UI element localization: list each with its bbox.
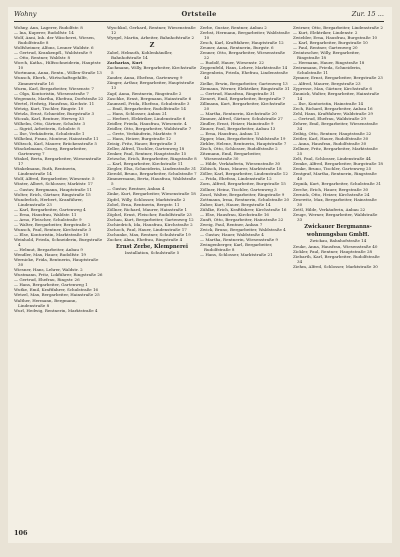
- directory-entry: — Frida, Ehefrau, Lindenstraße 12: [200, 176, 272, 182]
- directory-entry: Zenker, Paul, Rentner, Hauptstraße 15: [107, 151, 187, 157]
- directory-entry: Winkelmann, Ruth, Rentnerin, Lindenstraße 14: [14, 166, 77, 177]
- advert-subline: Zwickau, Bahnhofstraße 14: [309, 237, 367, 243]
- directory-entry: Wolter, Erich, Gärtner, Ringstraße 15: [14, 191, 91, 197]
- directory-entry: Zwirner, Otto, Bergarbeiter, Lindenstraße 2: [293, 25, 383, 30]
- directory-columns: [14, 25, 384, 525]
- directory-entry: — Sigrid, Arbeiterin, Schulstr. 8: [14, 125, 80, 131]
- column-4: [293, 25, 383, 525]
- directory-entry: Zeitler, Karl, Hauer, Rudolfstraße 30: [293, 136, 369, 142]
- column-1: [14, 25, 104, 525]
- directory-entry: Wustmann, Fritz, Lokführer, Ringstraße 26: [14, 272, 103, 278]
- directory-entry: Zemke, Alfred, Bergarbeiter, Burgstraße 18: [293, 161, 383, 167]
- directory-entry: Weinhold, Frieda, Schneiderin, Burgstraße 4: [14, 236, 103, 248]
- directory-entry: Zachmann, Willy, Bergarbeiter, Kirchstraße 5: [107, 65, 197, 76]
- directory-entry: Zeisig, Fritz, Hauer, Bergstraße 3: [107, 140, 177, 146]
- directory-entry: — Herbert, Elektriker, Lindenstraße 6: [107, 115, 186, 121]
- directory-entry: — Grete, Verkäuferin, Marktstr. 9: [107, 130, 177, 136]
- directory-entry: Zöbisch, Hans, Maurer, Marktstraße 18: [200, 166, 282, 172]
- directory-entry: Zesch, Karl, Kraftfahrer, Hauptstraße 12: [200, 40, 284, 46]
- section-letter: Z: [149, 41, 155, 50]
- directory-entry: Winkel, Berta, Bergarbeiter, Wiesenstraße 17: [14, 156, 102, 167]
- directory-entry: Walther, Hermann, Bergmann, Lindenstraße 8: [14, 297, 77, 308]
- directory-entry: Wunderlich, Herbert, Kranführer, Lindenstraße 23: [14, 196, 83, 207]
- directory-entry: — Paul, Rentner, Gartenweg 20: [293, 45, 358, 51]
- directory-entry: Zymner, Ernst, Bergarbeiter, Bergstraße 23: [293, 75, 383, 81]
- directory-entry: Wolfsheimer, Alfons, Lenner Waldstr. 6: [14, 45, 94, 51]
- directory-entry: Zerbst, Hermann, Bergarbeiter, Waldstraße 10: [200, 30, 290, 41]
- directory-entry: Zettl, Hilde, Verkäuferin, Anbau 22: [293, 206, 366, 212]
- directory-entry: Zöllner, Richard, Maurer, Hainstraße 1: [107, 206, 188, 212]
- directory-entry: Zelt, Paul, Schlosser, Lindenstraße 44: [293, 156, 371, 162]
- directory-entry: Wolf, Anni, Inh. der Wäscherei, Wiesen, Rudolfstraße 8: [14, 35, 96, 46]
- directory-entry: Zienert, Emil, Bergarbeiter, Bergstraße 7: [200, 95, 286, 101]
- advert-heading: wohnungsbau GmbH.: [306, 231, 370, 238]
- directory-entry: Wetzel, Max, Bergarbeiter, Hainstraße 25: [14, 292, 100, 298]
- directory-entry: — Erna, Hausfrau, Anbau 13: [200, 130, 260, 136]
- directory-entry: — Kurt, Elektriker, Lindenstr. 2: [293, 30, 358, 36]
- directory-entry: Zehrer, Emil, Bergarbeiter, Wiesenstraße 34: [293, 120, 378, 131]
- directory-entry: Zierold, Bruno, Bergarbeiter, Schulstraße 7: [107, 171, 197, 177]
- directory-entry: — Hermann, Hauer, Ringstraße 18: [293, 60, 365, 66]
- column-2: [107, 25, 197, 525]
- directory-entry: — Helmut, Bergarbeiter, Anbau 9: [14, 247, 83, 253]
- directory-entry: Zwingenberger, Karl, Bergarbeiter, Rudolfstraße 8: [200, 242, 273, 253]
- directory-entry: Zernick, Otto, Heizer, Kirchstraße 24: [293, 191, 370, 197]
- directory-entry: — Gertrud, Krankenpfl., Waldstraße 9: [14, 50, 92, 56]
- directory-entry: Wiesner, Hans, Lehrer, Waldstr. 2: [14, 267, 83, 273]
- running-head-center: Ortsteile: [181, 10, 217, 18]
- directory-entry: Worch, Katha., Hilfsschneiderin, Hauptstr. 10: [14, 60, 102, 71]
- directory-entry: Zeuner, Anna, Rentnerin, Burgstr. 6: [200, 45, 274, 51]
- directory-page: [8, 7, 392, 543]
- page-number: 106: [14, 529, 28, 537]
- directory-entry: Zabel, Helmuth, Kohlenhändler, Bahnhofstraße 14: [107, 50, 173, 61]
- directory-entry: — Martha, Rentnerin, Wiesenstraße 9: [200, 236, 278, 242]
- directory-entry: — Arno, Fleischer, Schulstraße 9: [14, 216, 82, 222]
- directory-entry: Zaunick, Walter, Bergarbeiter, Hainstraße 14: [293, 90, 380, 101]
- directory-entry: Wernicke, Frida, Rentnerin, Hauptstraße 30: [14, 257, 99, 268]
- directory-entry: Zinke, Kurt, Bergarbeiter, Wiesenstraße 18: [107, 191, 196, 197]
- directory-entry: Zeuke, Anna, Hausfrau, Wiesenstraße 40: [293, 243, 378, 249]
- directory-entry: Zwintzscher, Willy, Bergarbeiter, Ringstraße 18: [293, 50, 360, 61]
- directory-entry: Zwirnmann, Frieda, Schneiderin, Schulstraße 11: [293, 65, 362, 76]
- directory-entry: Wetzig, Kurt, Tischler, Ringstr. 10: [14, 105, 84, 111]
- directory-entry: Zunft, Otto, Bergarbeiter, Hainstraße 22: [200, 216, 284, 222]
- directory-entry: — Martha, Rentnerin, Kirchstraße 20: [200, 110, 277, 116]
- directory-entry: Wyschkul, Gerhard, Rentner, Wiesenstraße 12: [107, 25, 196, 36]
- directory-entry: Zöphel, Ernst, Fleischer, Rudolfstraße 23: [107, 211, 192, 217]
- directory-entry: Zeidler, Frieda, Hausfrau, Wiesenstr. 4: [107, 120, 187, 126]
- directory-entry: Ziehm, Alfred, Schlosser, Marktstraße 30: [293, 264, 378, 270]
- directory-entry: — Olga, Kontoristin, Wiesenstraße 7: [14, 90, 89, 96]
- directory-entry: Zech, Richard, Bergarbeiter, Anbau 16: [293, 105, 373, 111]
- directory-entry: Zwiebler, Erna, Hausfrau, Burgstraße 10: [293, 35, 378, 41]
- directory-entry: — Ilse, Verkäuferin, Schulstraße 1: [14, 130, 85, 136]
- directory-entry: Winckelmann, Georg, Bergarbeiter, Gartenweg 7: [14, 146, 87, 157]
- directory-entry: Zimmer, Alfred, Gärtner, Schulstraße 27: [200, 115, 283, 121]
- directory-entry: Ziebarth, Karl, Bergarbeiter, Rudolfstraße 34: [293, 253, 380, 265]
- directory-entry: Zaumseil, Frida, Ehefrau, Schulstraße 3: [107, 100, 190, 106]
- directory-entry: Zacharias, Kurt: [107, 60, 143, 66]
- directory-entry: Zisch, Otto, Schlosser, Rudolfstraße 2: [200, 146, 278, 152]
- directory-entry: Zwick, Bruno, Bergarbeiter, Waldstraße 4: [200, 226, 286, 232]
- advert-heading: Zwickauer Bergmanns-: [304, 223, 372, 230]
- directory-entry: Zuber, Kurt, Hauer, Bergstraße 14: [200, 201, 271, 207]
- directory-entry: Zetzsche, Erich, Bergarbeiter, Ringstraße 8: [107, 156, 197, 162]
- directory-entry: Zickler, Paul, Rentner, Hauptstraße 28: [293, 248, 373, 254]
- directory-entry: Wutke, Emil, Kraftfahrer, Schulstraße 16: [14, 287, 99, 293]
- directory-entry: Zerche, Erich, Hauer, Bergstraße 30: [293, 186, 369, 192]
- directory-entry: — Karl, Bergarbeiter, Burgstraße 10: [293, 40, 368, 46]
- directory-entry: Wetzla, Ernst, Schneider, Burgstraße 3: [14, 110, 95, 116]
- running-head-right: Zur. 15 ...: [351, 10, 384, 18]
- directory-entry: Zirkler, Helene, Rentnerin, Hauptstraße 7: [200, 141, 287, 147]
- directory-entry: Zschunke, Max, Rentner, Schulstraße 19: [107, 231, 191, 237]
- directory-entry: Zenke, Bruno, Tischler, Gartenweg 25: [293, 166, 372, 172]
- directory-entry: Zühlke, Erich, Kraftfahrer, Kirchstraße 16: [200, 206, 287, 212]
- directory-entry: Zeidler, Otto, Bergarbeiter, Waldstraße 7: [107, 125, 192, 131]
- directory-entry: Zänger, Arthur, Bergarbeiter, Hauptstraße 13: [107, 80, 195, 91]
- directory-entry: Zillmann, Kurt, Bergarbeiter, Kirchstraße 20: [200, 100, 286, 111]
- directory-entry: Wiczak, Karl, Rentner, Herweg 33: [14, 115, 84, 121]
- running-head-left: Wohny: [14, 10, 37, 18]
- directory-entry: Wertel, Hedwig, Hausfrau, Kirchstr. 11: [14, 100, 95, 106]
- directory-entry: — Else, Kontoristin, Marktstraße 10: [14, 231, 89, 237]
- header-rule: [14, 21, 384, 22]
- directory-entry: Zottmann, Irma, Rentnerin, Schulstraße 20: [200, 196, 290, 202]
- directory-entry: Zorn, Alfred, Bergarbeiter, Burgstraße 15: [200, 181, 286, 187]
- directory-entry: Wiltzsch, Karl, Maurer, Brückenstraße 5: [14, 141, 97, 147]
- directory-entry: Ziegenbein, Frieda, Ehefrau, Lindenstraße 40: [200, 70, 288, 81]
- directory-entry: Wilhelm, Otto, Gärtner, Schulstr. 3: [14, 120, 86, 126]
- directory-entry: Wurl, Hedwig, Rentnerin, Marktstraße 4: [14, 307, 98, 313]
- directory-entry: Zepnik, Kurt, Bergarbeiter, Schulstraße 31: [293, 181, 382, 187]
- directory-entry: Zschiedrich, Ida, Hausfrau, Kirchstraße 2: [107, 221, 193, 227]
- directory-entry: — Gustav, Hauer, Waldstraße 4: [200, 231, 264, 237]
- directory-entry: Zinner, Paul, Bergarbeiter, Anbau 13: [200, 125, 276, 131]
- directory-entry: Zaschke, Ernst, Bergmann, Hainstraße 6: [107, 95, 192, 101]
- directory-entry: Zucker, Alma, Ehefrau, Ringstraße 4: [107, 236, 183, 242]
- directory-entry: Ziegler, Elsa, Schneiderin, Lindenstraße 31: [107, 166, 197, 172]
- directory-entry: Zindler, Ernst, Heizer, Hainstraße 9: [200, 120, 274, 126]
- directory-entry: Zobel, Erna, Rentnerin, Bergstr. 11: [107, 201, 180, 207]
- directory-entry: Wunsch, Eberh., Wirtschaftsgehilfe, Zimmerstraße 16: [14, 75, 88, 86]
- directory-entry: — Hans, Schlosser, Marktstraße 21: [200, 252, 273, 258]
- advert-heading: Ernst Zerbe, Klempnerei: [116, 243, 188, 250]
- directory-entry: Zellmer, Fritz, Bergarbeiter, Marktstraße 25: [293, 146, 378, 157]
- directory-entry: Wegemutz, Martha, Ehefrau, Dorfstraße 22: [14, 95, 104, 101]
- directory-entry: Zschoch, Paul, Hauer, Lindenstraße 17: [107, 226, 187, 232]
- directory-entry: — Hilde, Verkäuferin, Wiesenstraße 30: [200, 161, 281, 167]
- directory-entry: Wilhelmi, Franz, Monteur, Hainstraße 11: [14, 136, 99, 142]
- directory-entry: Zenner, Otto, Bergarbeiter, Wiesenstraße 22: [200, 50, 286, 61]
- directory-entry: — Hans, Schlosser, Anbau 21: [107, 110, 168, 116]
- advert-subline: Installation, Schulstraße 5: [124, 249, 180, 255]
- directory-entry: — Gustav, Bergmann, Hauptstraße 11: [14, 186, 92, 192]
- directory-entry: Zöller, Karl, Bergarbeiter, Lindenstraße 12: [200, 171, 288, 177]
- directory-entry: Zimmermann, Berta, Hausfrau, Waldstraße 5: [107, 176, 196, 187]
- directory-entry: Zeller, Alfred, Tischler, Gartenweg 18: [107, 146, 185, 152]
- directory-entry: Zöllner, Heinz, Tischler, Gartenweg 3: [200, 186, 277, 192]
- directory-entry: Zeuge, Werner, Bergarbeiter, Waldstraße 33: [293, 211, 378, 222]
- directory-entry: Zschau, Kurt, Bergarbeiter, Gartenweg 12: [107, 216, 194, 222]
- directory-entry: — Ilse, Kontoristin, Hainstraße 14: [293, 100, 364, 106]
- directory-entry: Zosel, Walter, Bergarbeiter, Ringstraße 9: [200, 191, 285, 197]
- directory-entry: Zweig, Paul, Rentner, Anbau 7: [200, 221, 263, 227]
- directory-entry: Zypresse, Max, Gärtner, Kirchstraße 6: [293, 85, 372, 91]
- directory-entry: — Karl, Bergarbeiter, Kirchstraße 11: [107, 161, 183, 167]
- directory-entry: Winter, Albert, Schlosser, Marktstr. 17: [14, 181, 93, 187]
- directory-entry: — Gertrud, Ehefrau, Ringstr. 26: [14, 277, 80, 283]
- directory-entry: — Erna, Hausfrau, Waldstr. 11: [14, 211, 77, 217]
- directory-entry: Wortmann, Anna, Rentn., Willen-Straße 13: [14, 70, 102, 76]
- directory-entry: — Gertrud, Hausfrau, Ringstraße 31: [200, 90, 275, 96]
- running-head: [14, 10, 384, 21]
- directory-entry: Zapf, Anna, Rentnerin, Ringstraße 2: [107, 90, 182, 96]
- directory-entry: — Karl, Bergarbeiter, Gartenweg 4: [14, 206, 86, 212]
- directory-entry: Zeppenfeld, Hans, Lehrer, Marktstraße 14: [200, 65, 288, 71]
- directory-entry: Zielke, Erwin, Bergarbeiter, Gartenweg 13: [200, 80, 288, 86]
- directory-entry: Zesewitz, Max, Bergarbeiter, Hainstraße 30: [293, 196, 377, 207]
- directory-entry: — Walter, Bergarbeiter, Bergstraße 2: [14, 221, 91, 227]
- directory-entry: Zerbe, Gustav, Rentner, Anbau 2: [200, 25, 267, 30]
- directory-entry: Ziemann, Werner, Elektriker, Ringstraße 31: [200, 85, 290, 91]
- directory-entry: — Anna, Hausfrau, Rudolfstraße 30: [293, 141, 367, 147]
- directory-entry: — Emil, Bergarbeiter, Rudolfstraße 14: [107, 105, 186, 111]
- directory-entry: Zentgraf, Martha, Rentnerin, Ringstraße 40: [293, 171, 377, 182]
- directory-entry: Wunsch, Paul, Rentner, Kirchstraße 3: [14, 226, 92, 232]
- directory-entry: — Gustav, Rentner, Anbau 4: [107, 186, 165, 192]
- column-3: [200, 25, 290, 525]
- directory-entry: — Alfred, Maurer, Bergstraße 23: [293, 80, 361, 86]
- directory-entry: Wyrgel, Martin, Arbeiter, Bahnhofstraße 2: [107, 35, 195, 41]
- directory-entry: Wendler, Max, Hauer, Rudolfstr. 19: [14, 252, 86, 258]
- directory-entry: — Gertrud, Ehefrau, Waldstraße 29: [293, 115, 366, 121]
- directory-entry: — Otto, Rentner, Waldstr. 8: [14, 55, 71, 61]
- directory-entry: Wolf, Alfred, Bergarbeiter, Wiesenstr. 5: [14, 176, 95, 182]
- directory-entry: — Else, Hausfrau, Kirchstraße 16: [200, 211, 269, 217]
- directory-entry: Zehl, Hans, Kraftfahrer, Waldstraße 29: [293, 110, 373, 116]
- directory-entry: Wohny, Ann, Lagerer, Rudolfstr. 8: [14, 25, 83, 30]
- directory-entry: Zipper, Max, Bergarbeiter, Waldstraße 19: [200, 136, 286, 142]
- directory-entry: — Hans, Heizer, Burgstraße 12: [107, 135, 172, 141]
- directory-entry: — Rudolf, Hauer, Wiesenstr. 22: [200, 60, 265, 66]
- directory-entry: Zeibig, Otto, Rentner, Hauptstraße 22: [293, 130, 372, 136]
- directory-entry: Zander, Anna, Ehefrau, Gartenweg 9: [107, 75, 183, 81]
- directory-entry: Zipfel, Willy, Schlosser, Marktstraße 2: [107, 196, 186, 202]
- directory-entry: Zitzmann, Emil, Bergarbeiter, Wiesenstraße 30: [200, 151, 262, 162]
- directory-entry: — Hans, Bergarbeiter, Gartenweg 1: [14, 282, 88, 288]
- directory-entry: Wurm, Karl, Bergarbeiter, Wiesenstr. 7: [14, 85, 94, 91]
- directory-entry: — Ina, Kuperer, Rudolfstr. 14: [14, 30, 74, 36]
